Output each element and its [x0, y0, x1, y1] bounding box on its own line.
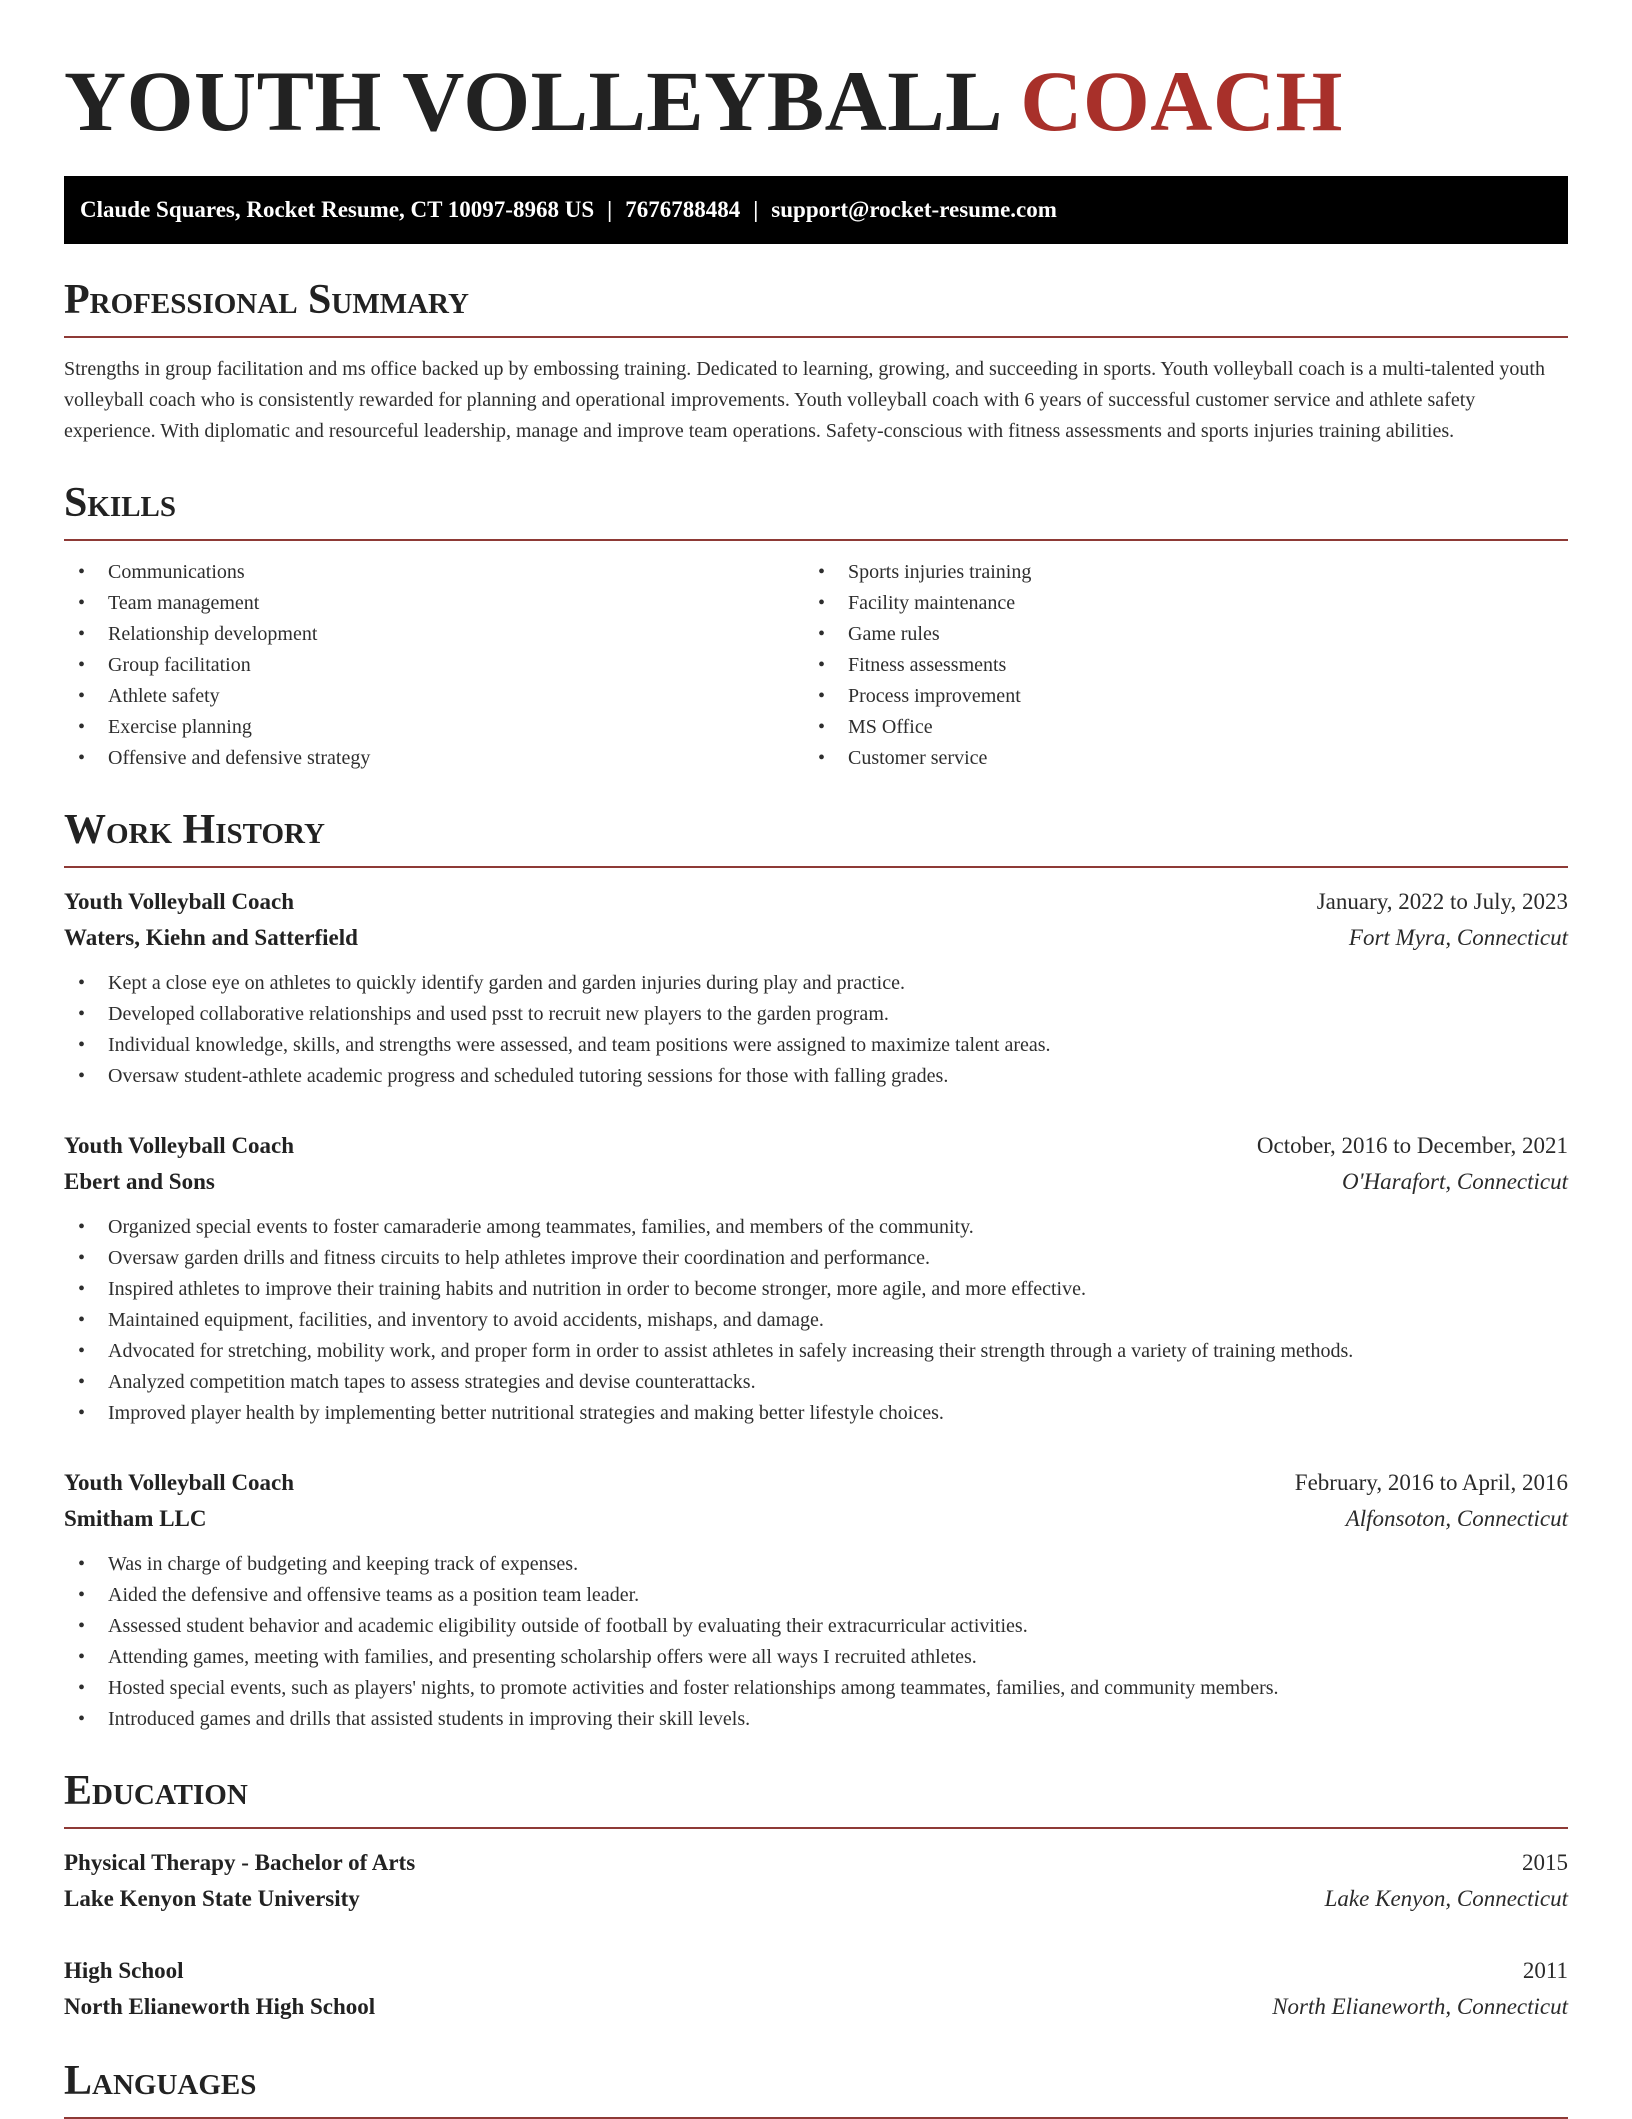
job-bullet: • Introduced games and drills that assisted students in improving their skill levels.: [64, 1704, 1568, 1735]
job-company-row: [64, 920, 1568, 956]
skill-item: • Customer service: [804, 743, 1544, 774]
job-bullet: • Developed collaborative relationships and used psst to recruit new players to the garden program.: [64, 999, 1568, 1030]
school-location: Lake Kenyon, Connecticut: [1324, 1886, 1568, 1911]
skill-item: • Exercise planning: [64, 712, 804, 743]
skill-item: • Game rules: [804, 619, 1544, 650]
job-bullet: • Aided the defensive and offensive teams as a position team leader.: [64, 1580, 1568, 1611]
contact-separator: |: [607, 197, 613, 222]
skill-item: • Communications: [64, 557, 804, 588]
contact-separator: |: [753, 197, 759, 222]
section-heading: Languages: [64, 2057, 1568, 2119]
job-bullet: • Maintained equipment, facilities, and inventory to avoid accidents, mishaps, and damage.: [64, 1305, 1568, 1336]
education-entry: [64, 1845, 1568, 1917]
summary-text: Strengths in group facilitation and ms office backed up by embossing training. Dedicated to learning, growing, and succeeding in sports. Youth volleyball coach is a multi-talented youth volleyball coach who is consistently rewarded for planning and operational improvements. Youth volleyball coach with 6 years of successful customer service and athlete safety experience. With diplomatic and resourceful leadership, manage and improve team operations. Safety-conscious with fitness assessments and sports injuries training abilities.: [64, 358, 1545, 442]
section-heading: Professional Summary: [64, 276, 1568, 338]
job-entry: [64, 1128, 1568, 1429]
education-section: [64, 1767, 1568, 2025]
job-company-row: [64, 1164, 1568, 1200]
job-entry: [64, 884, 1568, 1092]
contact-bar: [64, 176, 1568, 244]
job-dates: February, 2016 to April, 2016: [1294, 1470, 1568, 1495]
skill-item: • Process improvement: [804, 681, 1544, 712]
job-bullet: • Oversaw student-athlete academic progress and scheduled tutoring sessions for those with falling grades.: [64, 1061, 1568, 1092]
section-heading: Education: [64, 1767, 1568, 1829]
job-dates: October, 2016 to December, 2021: [1256, 1133, 1568, 1158]
job-title: Youth Volleyball Coach: [64, 889, 295, 914]
school-row: [64, 1989, 1568, 2025]
job-bullets: [64, 968, 1568, 1092]
work-history-section: [64, 806, 1568, 1735]
job-bullet: • Hosted special events, such as players' nights, to promote activities and foster relationships among teammates, families, and community members.: [64, 1673, 1568, 1704]
skills-column-right: [804, 557, 1544, 774]
job-title-row: [64, 884, 1568, 920]
skills-section: [64, 479, 1568, 774]
school-row: [64, 1881, 1568, 1917]
job-bullet: • Kept a close eye on athletes to quickly identify garden and garden injuries during play and practice.: [64, 968, 1568, 999]
job-company: Waters, Kiehn and Satterfield: [64, 925, 358, 950]
skill-item: • Fitness assessments: [804, 650, 1544, 681]
contact-email[interactable]: support@rocket-resume.com: [771, 197, 1057, 222]
skill-item: • Offensive and defensive strategy: [64, 743, 804, 774]
summary-section: [64, 276, 1568, 447]
job-bullet: • Assessed student behavior and academic eligibility outside of football by evaluating their extracurricular activities.: [64, 1611, 1568, 1642]
resume-page: [64, 0, 1568, 2119]
job-bullet: • Oversaw garden drills and fitness circuits to help athletes improve their coordination and performance.: [64, 1243, 1568, 1274]
job-location: Fort Myra, Connecticut: [1348, 925, 1568, 950]
school-name: North Elianeworth High School: [64, 1994, 376, 2019]
title-main: YOUTH VOLLEYBALL: [64, 53, 999, 149]
job-bullet: • Individual knowledge, skills, and strengths were assessed, and team positions were assigned to maximize talent areas.: [64, 1030, 1568, 1061]
school-location: North Elianeworth, Connecticut: [1272, 1994, 1568, 2019]
skills-column-left: [64, 557, 804, 774]
skill-item: • MS Office: [804, 712, 1544, 743]
job-company: Smitham LLC: [64, 1506, 207, 1531]
job-bullet: • Was in charge of budgeting and keeping track of expenses.: [64, 1549, 1568, 1580]
job-title-row: [64, 1465, 1568, 1501]
contact-phone: 7676788484: [625, 197, 741, 222]
graduation-year: 2015: [1522, 1850, 1568, 1875]
job-bullet: • Inspired athletes to improve their training habits and nutrition in order to become stronger, more agile, and more effective.: [64, 1274, 1568, 1305]
degree-row: [64, 1953, 1568, 1989]
job-location: Alfonsoton, Connecticut: [1345, 1506, 1568, 1531]
skill-item: • Relationship development: [64, 619, 804, 650]
section-heading: Work History: [64, 806, 1568, 868]
job-bullet: • Improved player health by implementing better nutritional strategies and making better lifestyle choices.: [64, 1398, 1568, 1429]
contact-address: Claude Squares, Rocket Resume, CT 10097-8968 US: [80, 197, 595, 222]
job-title: Youth Volleyball Coach: [64, 1470, 295, 1495]
job-company: Ebert and Sons: [64, 1169, 215, 1194]
job-bullet: • Analyzed competition match tapes to assess strategies and devise counterattacks.: [64, 1367, 1568, 1398]
skill-item: • Facility maintenance: [804, 588, 1544, 619]
section-heading: Skills: [64, 479, 1568, 541]
job-company-row: [64, 1501, 1568, 1537]
job-title-row: [64, 1128, 1568, 1164]
skill-item: • Group facilitation: [64, 650, 804, 681]
job-bullet: • Attending games, meeting with families, and presenting scholarship offers were all ways I recruited athletes.: [64, 1642, 1568, 1673]
job-bullet: • Advocated for stretching, mobility work, and proper form in order to assist athletes in safely increasing their strength through a variety of training methods.: [64, 1336, 1568, 1367]
title-accent: COACH: [1020, 53, 1343, 149]
degree-name: Physical Therapy - Bachelor of Arts: [64, 1850, 416, 1875]
skills-columns: [64, 557, 1568, 774]
job-bullets: [64, 1549, 1568, 1735]
resume-title: [64, 0, 1568, 150]
skill-item: • Sports injuries training: [804, 557, 1544, 588]
languages-section: [64, 2057, 1568, 2119]
job-bullet: • Organized special events to foster camaraderie among teammates, families, and members of the community.: [64, 1212, 1568, 1243]
job-bullets: [64, 1212, 1568, 1429]
job-location: O'Harafort, Connecticut: [1342, 1169, 1568, 1194]
graduation-year: 2011: [1522, 1958, 1568, 1983]
job-title: Youth Volleyball Coach: [64, 1133, 295, 1158]
job-entry: [64, 1465, 1568, 1735]
education-entry: [64, 1953, 1568, 2025]
school-name: Lake Kenyon State University: [64, 1886, 360, 1911]
skill-item: • Team management: [64, 588, 804, 619]
job-dates: January, 2022 to July, 2023: [1316, 889, 1568, 914]
degree-row: [64, 1845, 1568, 1881]
skill-item: • Athlete safety: [64, 681, 804, 712]
degree-name: High School: [64, 1958, 184, 1983]
